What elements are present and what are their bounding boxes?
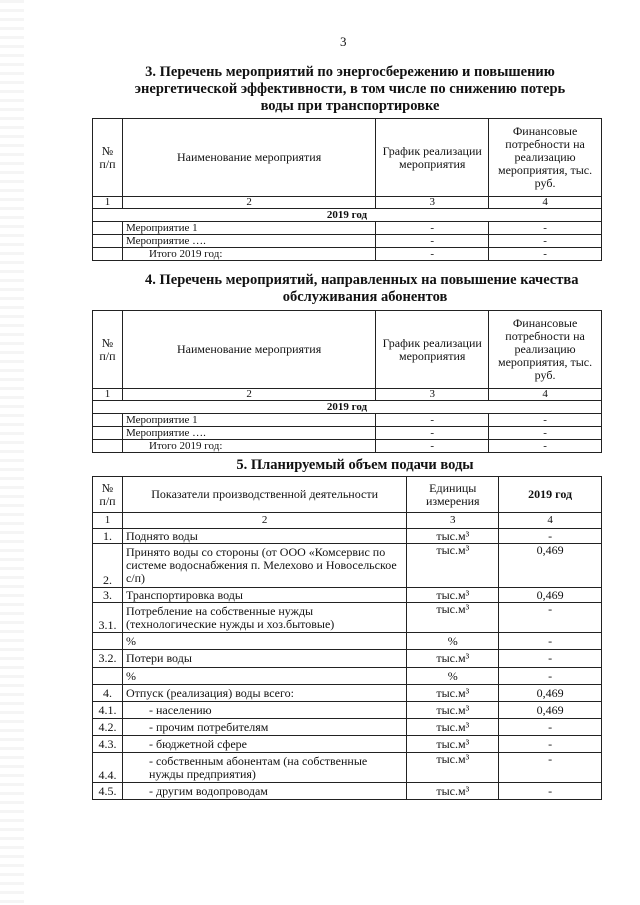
unit-cell: % — [407, 668, 499, 685]
indicator-name: % — [122, 668, 406, 685]
indicator-name: Принято воды со стороны (от ООО «Комсервис по системе водоснабжения п. Мелехово и Новосельское с/п) — [122, 544, 406, 588]
table-row — [93, 544, 602, 588]
row-num: 4. — [93, 685, 123, 702]
unit-cell: % — [407, 633, 499, 650]
header-schedule: График реализации мероприятия — [376, 119, 489, 197]
row-num: 3. — [93, 588, 123, 603]
header-name: Наименование мероприятия — [122, 311, 375, 389]
section3-title-line-3: воды при транспортировке — [260, 98, 440, 114]
unit-cell: тыс.м³ — [407, 685, 499, 702]
unit-cell: тыс.м³ — [407, 753, 499, 783]
unit-cell: тыс.м³ — [407, 529, 499, 544]
row-num — [93, 668, 123, 685]
row-num: 4.2. — [93, 719, 123, 736]
unit-cell: тыс.м³ — [407, 588, 499, 603]
col-number: 4 — [489, 197, 602, 209]
header-finance: Финансовые потребности на реализацию мероприятия, тыс. руб. — [489, 311, 602, 389]
schedule-cell: - — [376, 440, 489, 453]
col-number: 2 — [122, 197, 375, 209]
scan-edge-noise — [0, 0, 24, 905]
table-row — [93, 222, 602, 235]
finance-cell: - — [489, 440, 602, 453]
table-row — [93, 668, 602, 685]
schedule-cell: - — [376, 235, 489, 248]
table-row — [93, 440, 602, 453]
schedule-cell: - — [376, 248, 489, 261]
finance-cell: - — [489, 414, 602, 427]
year-label: 2019 год — [93, 401, 602, 414]
header-num: № п/п — [93, 311, 123, 389]
section3-title-line-2: энергетической эффективности, в том числе по снижению потерь — [134, 81, 566, 97]
unit-cell: тыс.м³ — [407, 603, 499, 633]
measure-name: Мероприятие …. — [122, 235, 375, 248]
value-cell: - — [499, 783, 602, 800]
value-cell: - — [499, 650, 602, 668]
header-unit: Единицы измерения — [407, 477, 499, 513]
value-cell: - — [499, 736, 602, 753]
indicator-name: - прочим потребителям — [122, 719, 406, 736]
total-label: Итого 2019 год: — [122, 248, 375, 261]
section3-title-line-1: 3. Перечень мероприятий по энергосбережению и повышению — [145, 64, 555, 80]
table-row — [93, 248, 602, 261]
header-indicator: Показатели производственной деятельности — [122, 477, 406, 513]
col-number: 1 — [93, 513, 123, 529]
section5-title: 5. Планируемый объем подачи воды — [236, 457, 474, 473]
row-num: 3.1. — [93, 603, 123, 633]
table-row — [93, 235, 602, 248]
indicator-name: Потребление на собственные нужды (технологические нужды и хоз.бытовые) — [122, 603, 406, 633]
schedule-cell: - — [376, 222, 489, 235]
row-num: 3.2. — [93, 650, 123, 668]
col-number-row — [93, 389, 602, 401]
table-row — [93, 633, 602, 650]
value-cell: 0,469 — [499, 702, 602, 719]
row-num: 1. — [93, 529, 123, 544]
value-cell: 0,469 — [499, 685, 602, 702]
indicator-name: % — [122, 633, 406, 650]
row-num: 4.3. — [93, 736, 123, 753]
unit-cell: тыс.м³ — [407, 719, 499, 736]
indicator-name: - другим водопроводам — [122, 783, 406, 800]
measure-name: Мероприятие 1 — [122, 414, 375, 427]
indicator-name: Поднято воды — [122, 529, 406, 544]
row-num: 2. — [93, 544, 123, 588]
table-row — [93, 736, 602, 753]
finance-cell: - — [489, 222, 602, 235]
header-finance: Финансовые потребности на реализацию мероприятия, тыс. руб. — [489, 119, 602, 197]
section4-table — [92, 310, 602, 453]
value-cell: - — [499, 719, 602, 736]
header-schedule: График реализации мероприятия — [376, 311, 489, 389]
indicator-name: - собственным абонентам (на собственные нужды предприятия) — [122, 753, 406, 783]
section4-title-line-2: обслуживания абонентов — [282, 289, 448, 305]
section3-title — [90, 64, 610, 115]
value-cell: - — [499, 529, 602, 544]
table-row — [93, 702, 602, 719]
table-row — [93, 719, 602, 736]
value-cell: - — [499, 753, 602, 783]
indicator-name: - населению — [122, 702, 406, 719]
header-year: 2019 год — [499, 477, 602, 513]
section4-title-line-1: 4. Перечень мероприятий, направленных на повышение качества — [145, 272, 579, 288]
schedule-cell: - — [376, 414, 489, 427]
schedule-cell: - — [376, 427, 489, 440]
table-row — [93, 529, 602, 544]
indicator-name: Отпуск (реализация) воды всего: — [122, 685, 406, 702]
col-number: 2 — [122, 389, 375, 401]
col-number: 1 — [93, 197, 123, 209]
col-number-row — [93, 513, 602, 529]
unit-cell: тыс.м³ — [407, 736, 499, 753]
table-row — [93, 414, 602, 427]
indicator-name: - бюджетной сфере — [122, 736, 406, 753]
table-row — [93, 783, 602, 800]
value-cell: 0,469 — [499, 544, 602, 588]
unit-cell: тыс.м³ — [407, 702, 499, 719]
unit-cell: тыс.м³ — [407, 544, 499, 588]
col-number: 4 — [499, 513, 602, 529]
table-row — [93, 685, 602, 702]
col-number: 3 — [407, 513, 499, 529]
section5-table — [92, 476, 602, 800]
year-row — [93, 401, 602, 414]
value-cell: - — [499, 668, 602, 685]
table-header-row — [93, 311, 602, 389]
table-row — [93, 588, 602, 603]
page-number: 3 — [340, 34, 347, 49]
year-label: 2019 год — [93, 209, 602, 222]
value-cell: - — [499, 633, 602, 650]
header-num: № п/п — [93, 119, 123, 197]
unit-cell: тыс.м³ — [407, 650, 499, 668]
table-row — [93, 427, 602, 440]
col-number: 3 — [376, 197, 489, 209]
row-num — [93, 633, 123, 650]
total-label: Итого 2019 год: — [122, 440, 375, 453]
section3-table — [92, 118, 602, 261]
table-row — [93, 603, 602, 633]
table-header-row — [93, 477, 602, 513]
row-num: 4.1. — [93, 702, 123, 719]
finance-cell: - — [489, 248, 602, 261]
value-cell: - — [499, 603, 602, 633]
row-num: 4.5. — [93, 783, 123, 800]
col-number: 3 — [376, 389, 489, 401]
measure-name: Мероприятие …. — [122, 427, 375, 440]
section4-title — [145, 272, 615, 306]
header-num: № п/п — [93, 477, 123, 513]
indicator-name: Потери воды — [122, 650, 406, 668]
table-header-row — [93, 119, 602, 197]
header-name: Наименование мероприятия — [122, 119, 375, 197]
table-row — [93, 650, 602, 668]
col-number: 1 — [93, 389, 123, 401]
unit-cell: тыс.м³ — [407, 783, 499, 800]
col-number: 2 — [122, 513, 406, 529]
table-row — [93, 753, 602, 783]
finance-cell: - — [489, 235, 602, 248]
indicator-name: Транспортировка воды — [122, 588, 406, 603]
year-row — [93, 209, 602, 222]
col-number: 4 — [489, 389, 602, 401]
finance-cell: - — [489, 427, 602, 440]
col-number-row — [93, 197, 602, 209]
value-cell: 0,469 — [499, 588, 602, 603]
measure-name: Мероприятие 1 — [122, 222, 375, 235]
row-num: 4.4. — [93, 753, 123, 783]
